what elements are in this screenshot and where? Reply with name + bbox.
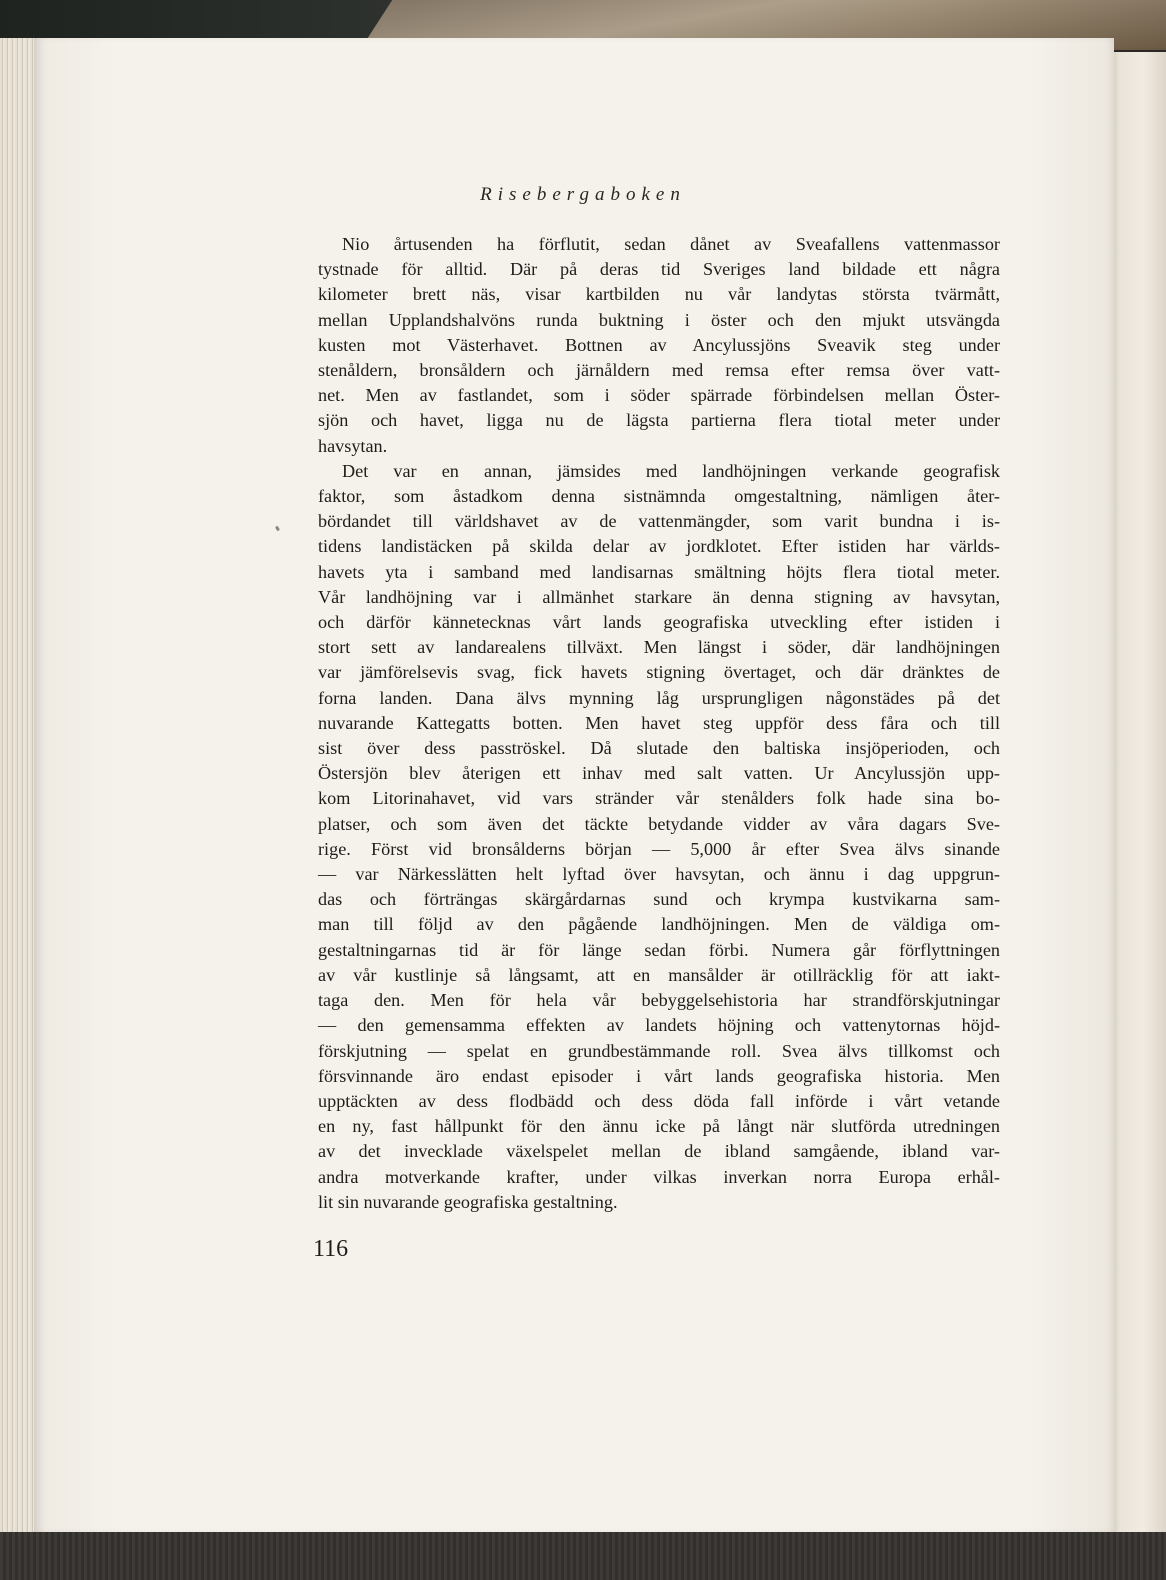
text-line: andra motverkande krafter, under vilkas inverkan norra Europa erhål- (318, 1166, 1000, 1187)
book-cover-bottom (0, 1532, 1166, 1580)
text-line: havsytan. (318, 435, 388, 456)
text-line: tidens landistäcken på skilda delar av jordklotet. Efter istiden har världs- (318, 536, 1000, 557)
running-head: Risebergaboken (480, 184, 686, 205)
text-line: var jämförelsevis svag, fick havets stigning övertaget, och där dränktes de (318, 662, 1000, 683)
text-line: faktor, som åstadkom denna sistnämnda omgestaltning, nämligen åter- (318, 486, 1000, 507)
text-line: mellan Upplandshalvöns runda buktning i öster och den mjukt utsvängda (318, 309, 1000, 330)
text-line: sist över dess pasströskel. Då slutade den baltiska insjöperioden, och (318, 738, 1000, 759)
text-line: das och förträngas skärgårdarnas sund och krympa kustvikarna sam- (318, 889, 1000, 910)
text-line: upptäckten av dess flodbädd och dess döda fall införde i vårt vetande (318, 1090, 1000, 1111)
text-line: av det invecklade växelspelet mellan de ibland samgående, ibland var- (318, 1141, 1000, 1162)
text-line: kom Litorinahavet, vid vars stränder vår stenålders folk hade sina bo- (318, 788, 1000, 809)
text-line: taga den. Men för hela vår bebyggelsehistoria har strandförskjutningar (318, 990, 1000, 1011)
text-line: gestaltningarnas tid är för länge sedan förbi. Numera går förflyttningen (318, 939, 1000, 960)
text-line: stort sett av landarealens tillväxt. Men längst i söder, där landhöjningen (318, 637, 1000, 658)
text-line: försvinnande äro endast episoder i vårt lands geografiska historia. Men (318, 1065, 1000, 1086)
text-line: av vår kustlinje så långsamt, att en mansålder är otillräcklig för att iakt- (318, 964, 1000, 985)
paragraph-2 (318, 459, 1000, 1215)
text-line: förskjutning — spelat en grundbestämmande roll. Svea älvs tillkomst och (318, 1040, 1000, 1061)
page-number: 116 (313, 1236, 349, 1262)
text-line: kusten mot Västerhavet. Bottnen av Ancylussjöns Sveavik steg under (318, 334, 1000, 355)
text-line: — den gemensamma effekten av landets höjning och vattenytornas höjd- (318, 1015, 1000, 1036)
text-line: havets yta i samband med landisarnas smältning höjts flera tiotal meter. (318, 561, 1000, 582)
text-line: bördandet till världshavet av de vattenmängder, som varit bundna i is- (318, 511, 1000, 532)
text-line: Det var en annan, jämsides med landhöjningen verkande geografisk (342, 460, 1000, 481)
text-line: rige. Först vid bronsålderns början — 5,000 år efter Svea älvs sinande (318, 838, 1000, 859)
text-line: forna landen. Dana älvs mynning låg ursprungligen någonstädes på det (318, 687, 1000, 708)
text-line: stenåldern, bronsåldern och järnåldern med remsa efter remsa över vatt- (318, 360, 1000, 381)
text-line: Östersjön blev återigen ett inhav med salt vatten. Ur Ancylussjön upp- (318, 763, 1000, 784)
text-line: och därför kännetecknas vårt lands geografiska utveckling efter istiden i (318, 612, 1000, 633)
text-line: en ny, fast hållpunkt för den ännu icke på långt när slutförda utredningen (318, 1116, 1000, 1137)
text-line: Nio årtusenden ha förflutit, sedan dånet av Sveafallens vattenmassor (342, 234, 1000, 254)
text-line: sjön och havet, ligga nu de lägsta partierna flera tiotal meter under (318, 410, 1000, 431)
text-line: net. Men av fastlandet, som i söder spärrade förbindelsen mellan Öster- (318, 385, 1000, 406)
paragraph-1 (318, 232, 1000, 459)
body-text (318, 232, 1000, 1215)
text-line: platser, och som även det täckte betydande vidder av våra dagars Sve- (318, 813, 1000, 834)
text-line: man till följd av den pågående landhöjningen. Men de väldiga om- (318, 914, 1000, 935)
text-line: — var Närkesslätten helt lyftad över havsytan, och ännu i dag uppgrun- (318, 864, 1000, 885)
next-page-edge (1108, 52, 1166, 1534)
text-line: Vår landhöjning var i allmänhet starkare än denna stigning av havsytan, (318, 586, 1000, 607)
text-line: lit sin nuvarande geografiska gestaltning. (318, 1191, 618, 1212)
text-line: tystnade för alltid. Där på deras tid Sveriges land bildade ett några (318, 259, 1000, 280)
text-line: nuvarande Kattegatts botten. Men havet steg uppför dess fåra och till (318, 712, 1000, 733)
text-line: kilometer brett näs, visar kartbilden nu vår landytas största tvärmått, (318, 284, 1000, 305)
